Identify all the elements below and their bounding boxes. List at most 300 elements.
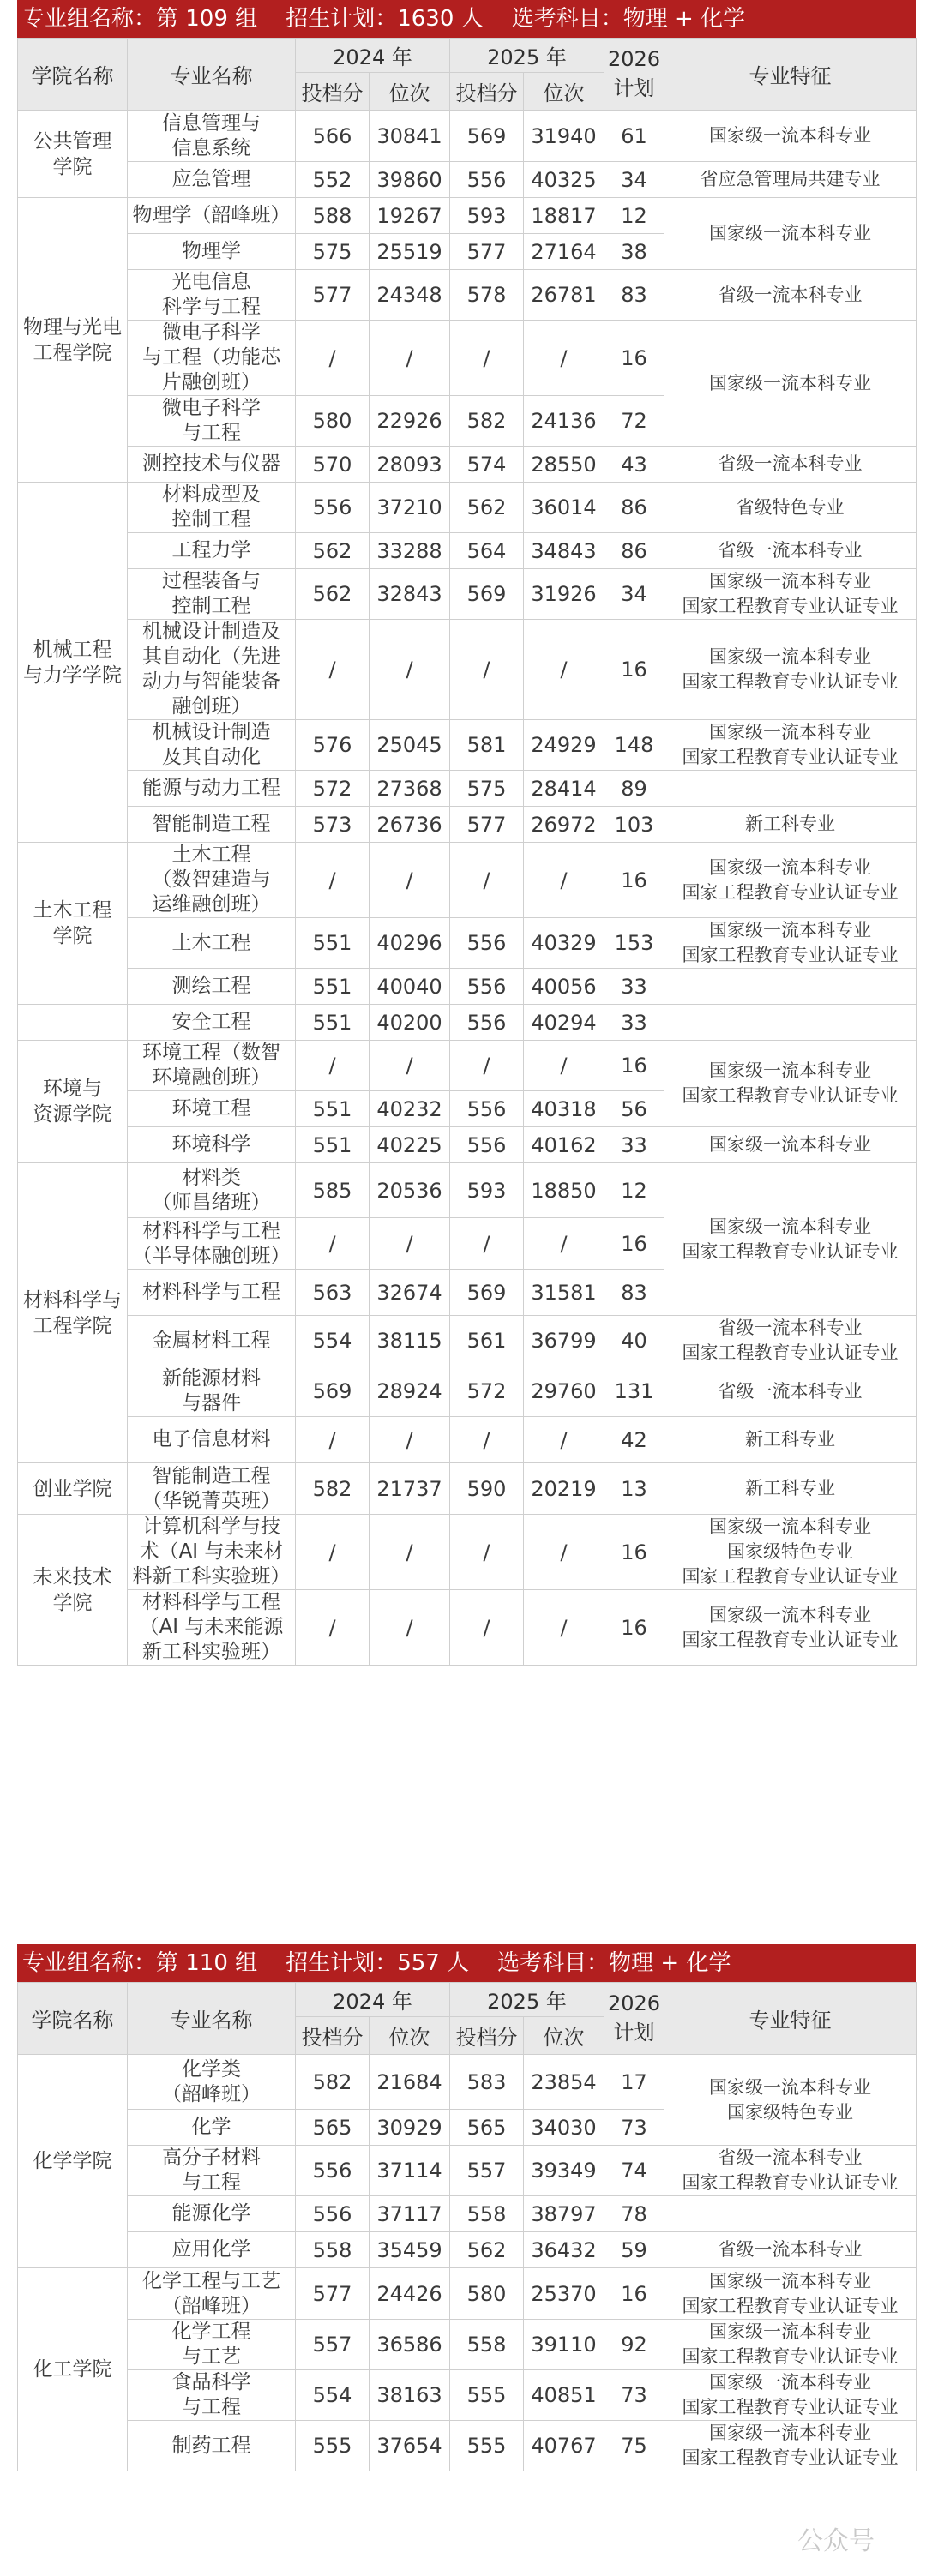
header-feature: 专业特征 [664, 39, 917, 111]
feature-cell: 国家级一流本科专业 国家级特色专业 [664, 2055, 917, 2146]
score-2025-cell: 569 [450, 111, 524, 162]
table-row [18, 162, 917, 198]
score-2024-cell: 555 [296, 2421, 370, 2471]
major-name-cell: 电子信息材料 [128, 1417, 296, 1463]
rank-2024-cell: 25045 [370, 720, 450, 771]
score-2025-cell: 583 [450, 2055, 524, 2110]
rank-2024-cell: 32843 [370, 569, 450, 620]
major-name-cell: 信息管理与 信息系统 [128, 111, 296, 162]
plan-2026-cell: 12 [604, 198, 664, 234]
score-2025-cell: 575 [450, 771, 524, 807]
feature-cell: 省级一流本科专业 国家工程教育专业认证专业 [664, 2146, 917, 2196]
rank-2024-cell: 37117 [370, 2196, 450, 2232]
rank-2025-cell: 31926 [524, 569, 604, 620]
table-row [18, 1005, 917, 1041]
rank-2024-cell: / [370, 1041, 450, 1091]
rank-2025-cell: 36014 [524, 483, 604, 533]
plan-2026-cell: 75 [604, 2421, 664, 2471]
header-plan-2026: 2026 计划 [604, 1983, 664, 2055]
score-2025-cell: 562 [450, 2232, 524, 2268]
plan-2026-cell: 16 [604, 843, 664, 918]
header-2025: 2025 年 [450, 1983, 604, 2017]
plan-2026-cell: 16 [604, 620, 664, 720]
rank-2025-cell: 27164 [524, 234, 604, 270]
score-2024-cell: 551 [296, 1127, 370, 1163]
header-major: 专业名称 [128, 1983, 296, 2055]
major-name-cell: 金属材料工程 [128, 1316, 296, 1366]
score-2025-cell: / [450, 1218, 524, 1270]
rank-2024-cell: 40200 [370, 1005, 450, 1041]
table-row [18, 447, 917, 483]
plan-2026-cell: 16 [604, 1590, 664, 1666]
major-name-cell: 制药工程 [128, 2421, 296, 2471]
college-name-cell [18, 1005, 128, 1041]
plan-2026-cell: 33 [604, 969, 664, 1005]
header-college: 学院名称 [18, 1983, 128, 2055]
header-rank-2025: 位次 [524, 2017, 604, 2055]
rank-2025-cell: 24136 [524, 396, 604, 447]
score-2024-cell: 573 [296, 807, 370, 843]
feature-cell: 省级一流本科专业 [664, 2232, 917, 2268]
plan-2026-cell: 40 [604, 1316, 664, 1366]
score-2025-cell: 556 [450, 1005, 524, 1041]
table-row [18, 2232, 917, 2268]
table-row [18, 198, 917, 234]
rank-2024-cell: 40296 [370, 918, 450, 969]
score-2024-cell: 580 [296, 396, 370, 447]
header-rank-2024: 位次 [370, 73, 450, 111]
admission-table [17, 38, 917, 1666]
major-name-cell: 机械设计制造及 其自动化（先进 动力与智能装备 融创班） [128, 620, 296, 720]
feature-cell: 省级特色专业 [664, 483, 917, 533]
plan-2026-cell: 16 [604, 321, 664, 396]
score-2024-cell: 569 [296, 1366, 370, 1417]
score-2025-cell: 577 [450, 234, 524, 270]
score-2025-cell: 555 [450, 2370, 524, 2421]
college-name-cell: 化学学院 [18, 2055, 128, 2268]
plan-2026-cell: 42 [604, 1417, 664, 1463]
major-name-cell: 能源与动力工程 [128, 771, 296, 807]
major-name-cell: 微电子科学 与工程（功能芯 片融创班） [128, 321, 296, 396]
rank-2024-cell: 21737 [370, 1463, 450, 1515]
score-2024-cell: 554 [296, 1316, 370, 1366]
plan-2026-cell: 33 [604, 1005, 664, 1041]
score-2025-cell: 574 [450, 447, 524, 483]
score-2024-cell: / [296, 321, 370, 396]
rank-2025-cell: 25370 [524, 2268, 604, 2320]
score-2025-cell: 556 [450, 162, 524, 198]
rank-2024-cell: 22926 [370, 396, 450, 447]
rank-2025-cell: 26972 [524, 807, 604, 843]
score-2025-cell: 558 [450, 2196, 524, 2232]
feature-cell: 国家级一流本科专业 国家工程教育专业认证专业 [664, 1163, 917, 1316]
rank-2024-cell: 33288 [370, 533, 450, 569]
plan-2026-cell: 17 [604, 2055, 664, 2110]
rank-2025-cell: 40851 [524, 2370, 604, 2421]
header-plan-2026: 2026 计划 [604, 39, 664, 111]
rank-2024-cell: 35459 [370, 2232, 450, 2268]
score-2025-cell: / [450, 843, 524, 918]
plan-2026-cell: 38 [604, 234, 664, 270]
table-row [18, 807, 917, 843]
feature-cell: 国家级一流本科专业 国家工程教育专业认证专业 [664, 1041, 917, 1127]
rank-2024-cell: 24426 [370, 2268, 450, 2320]
score-2025-cell: 577 [450, 807, 524, 843]
plan-2026-cell: 153 [604, 918, 664, 969]
feature-cell: 省级一流本科专业 [664, 447, 917, 483]
rank-2024-cell: / [370, 1515, 450, 1590]
college-name-cell: 化工学院 [18, 2268, 128, 2471]
feature-cell: 国家级一流本科专业 国家工程教育专业认证专业 [664, 918, 917, 969]
major-name-cell: 测控技术与仪器 [128, 447, 296, 483]
score-2024-cell: 556 [296, 2146, 370, 2196]
rank-2025-cell: 40318 [524, 1091, 604, 1127]
rank-2024-cell: 37210 [370, 483, 450, 533]
plan-2026-cell: 16 [604, 2268, 664, 2320]
major-name-cell: 新能源材料 与器件 [128, 1366, 296, 1417]
rank-2025-cell: 38797 [524, 2196, 604, 2232]
rank-2025-cell: / [524, 1041, 604, 1091]
score-2025-cell: 593 [450, 198, 524, 234]
score-2025-cell: / [450, 321, 524, 396]
feature-cell: 国家级一流本科专业 国家工程教育专业认证专业 [664, 2268, 917, 2320]
plan-2026-cell: 61 [604, 111, 664, 162]
plan-2026-cell: 83 [604, 1270, 664, 1316]
rank-2024-cell: 25519 [370, 234, 450, 270]
score-2024-cell: 585 [296, 1163, 370, 1218]
feature-cell: 国家级一流本科专业 国家工程教育专业认证专业 [664, 843, 917, 918]
score-2025-cell: 572 [450, 1366, 524, 1417]
rank-2024-cell: 32674 [370, 1270, 450, 1316]
table-row [18, 1316, 917, 1366]
header-feature: 专业特征 [664, 1983, 917, 2055]
rank-2024-cell: / [370, 1590, 450, 1666]
major-name-cell: 过程装备与 控制工程 [128, 569, 296, 620]
score-2025-cell: 565 [450, 2110, 524, 2146]
table-row [18, 1515, 917, 1590]
score-2024-cell: 551 [296, 1005, 370, 1041]
rank-2025-cell: / [524, 321, 604, 396]
feature-cell: 省级一流本科专业 国家工程教育专业认证专业 [664, 1316, 917, 1366]
rank-2024-cell: 26736 [370, 807, 450, 843]
table-row [18, 2421, 917, 2471]
score-2025-cell: 569 [450, 569, 524, 620]
rank-2025-cell: 31581 [524, 1270, 604, 1316]
plan-2026-cell: 16 [604, 1218, 664, 1270]
score-2025-cell: 556 [450, 969, 524, 1005]
header-major: 专业名称 [128, 39, 296, 111]
rank-2025-cell: 28414 [524, 771, 604, 807]
major-name-cell: 化学 [128, 2110, 296, 2146]
score-2024-cell: 558 [296, 2232, 370, 2268]
rank-2025-cell: / [524, 843, 604, 918]
feature-cell [664, 969, 917, 1005]
table-row [18, 1366, 917, 1417]
score-2024-cell: 582 [296, 1463, 370, 1515]
major-name-cell: 环境工程（数智 环境融创班） [128, 1041, 296, 1091]
plan-2026-cell: 92 [604, 2320, 664, 2370]
rank-2025-cell: 28550 [524, 447, 604, 483]
rank-2024-cell: 28924 [370, 1366, 450, 1417]
plan-2026-cell: 103 [604, 807, 664, 843]
rank-2024-cell: 27368 [370, 771, 450, 807]
rank-2025-cell: / [524, 1417, 604, 1463]
table-row [18, 2196, 917, 2232]
table-row [18, 969, 917, 1005]
rank-2025-cell: / [524, 1590, 604, 1666]
rank-2024-cell: / [370, 1218, 450, 1270]
feature-cell: 国家级一流本科专业 国家工程教育专业认证专业 [664, 569, 917, 620]
header-2024: 2024 年 [296, 39, 450, 73]
rank-2024-cell: 30929 [370, 2110, 450, 2146]
watermark: 公众号 [797, 2526, 875, 2556]
score-2025-cell: 580 [450, 2268, 524, 2320]
rank-2025-cell: / [524, 1218, 604, 1270]
feature-cell: 新工科专业 [664, 1463, 917, 1515]
table-row [18, 321, 917, 396]
score-2024-cell: 551 [296, 969, 370, 1005]
rank-2024-cell: / [370, 1417, 450, 1463]
plan-2026-cell: 72 [604, 396, 664, 447]
score-2025-cell: 562 [450, 483, 524, 533]
header-2025: 2025 年 [450, 39, 604, 73]
score-2024-cell: 551 [296, 918, 370, 969]
header-score-2025: 投档分 [450, 73, 524, 111]
rank-2025-cell: 40294 [524, 1005, 604, 1041]
score-2025-cell: 578 [450, 270, 524, 321]
score-2024-cell: 557 [296, 2320, 370, 2370]
plan-2026-cell: 78 [604, 2196, 664, 2232]
plan-2026-cell: 89 [604, 771, 664, 807]
rank-2024-cell: 39860 [370, 162, 450, 198]
feature-cell [664, 2196, 917, 2232]
feature-cell: 国家级一流本科专业 [664, 1127, 917, 1163]
feature-cell: 国家级一流本科专业 [664, 321, 917, 447]
table-row [18, 1463, 917, 1515]
major-name-cell: 微电子科学 与工程 [128, 396, 296, 447]
major-name-cell: 计算机科学与技 术（AI 与未来材 料新工科实验班） [128, 1515, 296, 1590]
college-name-cell: 土木工程 学院 [18, 843, 128, 1005]
major-name-cell: 材料成型及 控制工程 [128, 483, 296, 533]
table-row [18, 1127, 917, 1163]
score-2024-cell: / [296, 1041, 370, 1091]
feature-cell: 国家级一流本科专业 [664, 111, 917, 162]
rank-2025-cell: 24929 [524, 720, 604, 771]
table-row [18, 1041, 917, 1091]
rank-2025-cell: 18850 [524, 1163, 604, 1218]
rank-2024-cell: 20536 [370, 1163, 450, 1218]
rank-2025-cell: / [524, 620, 604, 720]
score-2024-cell: 562 [296, 569, 370, 620]
feature-cell: 国家级一流本科专业 国家工程教育专业认证专业 [664, 2421, 917, 2471]
feature-cell: 省应急管理局共建专业 [664, 162, 917, 198]
group-110-section [17, 1944, 916, 2471]
table-row [18, 2055, 917, 2110]
score-2024-cell: 566 [296, 111, 370, 162]
group-banner: 专业组名称：第 109 组 招生计划：1630 人 选考科目：物理 + 化学 [17, 0, 916, 38]
score-2025-cell: / [450, 1041, 524, 1091]
table-row [18, 620, 917, 720]
score-2025-cell: 556 [450, 918, 524, 969]
header-score-2024: 投档分 [296, 2017, 370, 2055]
table-row [18, 1590, 917, 1666]
table-row [18, 2320, 917, 2370]
score-2025-cell: / [450, 1515, 524, 1590]
rank-2025-cell: 34030 [524, 2110, 604, 2146]
score-2025-cell: 555 [450, 2421, 524, 2471]
rank-2024-cell: 40232 [370, 1091, 450, 1127]
rank-2025-cell: 29760 [524, 1366, 604, 1417]
header-rank-2025: 位次 [524, 73, 604, 111]
college-name-cell: 公共管理 学院 [18, 111, 128, 198]
score-2024-cell: 556 [296, 2196, 370, 2232]
score-2024-cell: 577 [296, 270, 370, 321]
plan-2026-cell: 86 [604, 533, 664, 569]
rank-2025-cell: 39110 [524, 2320, 604, 2370]
rank-2024-cell: / [370, 321, 450, 396]
rank-2025-cell: 40329 [524, 918, 604, 969]
college-name-cell: 物理与光电 工程学院 [18, 198, 128, 483]
plan-2026-cell: 16 [604, 1041, 664, 1091]
table-row [18, 2146, 917, 2196]
plan-2026-cell: 74 [604, 2146, 664, 2196]
major-name-cell: 工程力学 [128, 533, 296, 569]
major-name-cell: 化学工程与工艺 （韶峰班） [128, 2268, 296, 2320]
rank-2024-cell: 38115 [370, 1316, 450, 1366]
major-name-cell: 材料类 （师昌绪班） [128, 1163, 296, 1218]
rank-2025-cell: 26781 [524, 270, 604, 321]
major-name-cell: 物理学 [128, 234, 296, 270]
major-name-cell: 光电信息 科学与工程 [128, 270, 296, 321]
score-2024-cell: / [296, 1515, 370, 1590]
feature-cell: 国家级一流本科专业 国家工程教育专业认证专业 [664, 2320, 917, 2370]
score-2025-cell: / [450, 620, 524, 720]
score-2025-cell: 557 [450, 2146, 524, 2196]
feature-cell: 国家级一流本科专业 国家工程教育专业认证专业 [664, 1590, 917, 1666]
major-name-cell: 高分子材料 与工程 [128, 2146, 296, 2196]
feature-cell: 省级一流本科专业 [664, 533, 917, 569]
table-row [18, 2370, 917, 2421]
rank-2024-cell: 19267 [370, 198, 450, 234]
plan-2026-cell: 83 [604, 270, 664, 321]
table-row [18, 111, 917, 162]
feature-cell: 国家级一流本科专业 国家工程教育专业认证专业 [664, 720, 917, 771]
rank-2025-cell: 39349 [524, 2146, 604, 2196]
major-name-cell: 智能制造工程 （华锐菁英班） [128, 1463, 296, 1515]
header-college: 学院名称 [18, 39, 128, 111]
plan-2026-cell: 148 [604, 720, 664, 771]
feature-cell: 国家级一流本科专业 国家工程教育专业认证专业 [664, 2370, 917, 2421]
score-2024-cell: 562 [296, 533, 370, 569]
header-2024: 2024 年 [296, 1983, 450, 2017]
rank-2025-cell: 31940 [524, 111, 604, 162]
major-name-cell: 化学类 （韶峰班） [128, 2055, 296, 2110]
plan-2026-cell: 43 [604, 447, 664, 483]
rank-2025-cell: 40767 [524, 2421, 604, 2471]
plan-2026-cell: 16 [604, 1515, 664, 1590]
score-2025-cell: 582 [450, 396, 524, 447]
plan-2026-cell: 34 [604, 162, 664, 198]
college-name-cell: 创业学院 [18, 1463, 128, 1515]
table-row [18, 918, 917, 969]
score-2024-cell: 554 [296, 2370, 370, 2421]
rank-2025-cell: 40162 [524, 1127, 604, 1163]
major-name-cell: 材料科学与工程 （半导体融创班） [128, 1218, 296, 1270]
feature-cell: 省级一流本科专业 [664, 1366, 917, 1417]
plan-2026-cell: 73 [604, 2110, 664, 2146]
rank-2024-cell: 40040 [370, 969, 450, 1005]
feature-cell [664, 771, 917, 807]
score-2024-cell: 575 [296, 234, 370, 270]
score-2025-cell: 558 [450, 2320, 524, 2370]
score-2024-cell: / [296, 843, 370, 918]
rank-2024-cell: 37114 [370, 2146, 450, 2196]
score-2024-cell: 551 [296, 1091, 370, 1127]
score-2024-cell: 576 [296, 720, 370, 771]
rank-2024-cell: / [370, 620, 450, 720]
table-row [18, 720, 917, 771]
score-2024-cell: 563 [296, 1270, 370, 1316]
plan-2026-cell: 131 [604, 1366, 664, 1417]
score-2024-cell: / [296, 1218, 370, 1270]
major-name-cell: 环境工程 [128, 1091, 296, 1127]
table-row [18, 1417, 917, 1463]
rank-2024-cell: / [370, 843, 450, 918]
table-row [18, 533, 917, 569]
major-name-cell: 应急管理 [128, 162, 296, 198]
score-2024-cell: 577 [296, 2268, 370, 2320]
table-row [18, 2268, 917, 2320]
group-banner: 专业组名称：第 110 组 招生计划：557 人 选考科目：物理 + 化学 [17, 1944, 916, 1982]
rank-2024-cell: 37654 [370, 2421, 450, 2471]
plan-2026-cell: 34 [604, 569, 664, 620]
score-2025-cell: 569 [450, 1270, 524, 1316]
score-2024-cell: 570 [296, 447, 370, 483]
college-name-cell: 环境与 资源学院 [18, 1041, 128, 1163]
score-2024-cell: 582 [296, 2055, 370, 2110]
major-name-cell: 物理学（韶峰班） [128, 198, 296, 234]
major-name-cell: 安全工程 [128, 1005, 296, 1041]
rank-2024-cell: 28093 [370, 447, 450, 483]
feature-cell: 省级一流本科专业 [664, 270, 917, 321]
major-name-cell: 土木工程 （数智建造与 运维融创班） [128, 843, 296, 918]
score-2024-cell: 572 [296, 771, 370, 807]
header-score-2024: 投档分 [296, 73, 370, 111]
rank-2025-cell: 23854 [524, 2055, 604, 2110]
rank-2025-cell: 18817 [524, 198, 604, 234]
score-2025-cell: / [450, 1417, 524, 1463]
major-name-cell: 能源化学 [128, 2196, 296, 2232]
major-name-cell: 测绘工程 [128, 969, 296, 1005]
major-name-cell: 应用化学 [128, 2232, 296, 2268]
feature-cell: 国家级一流本科专业 [664, 198, 917, 270]
major-name-cell: 环境科学 [128, 1127, 296, 1163]
feature-cell [664, 1005, 917, 1041]
score-2024-cell: 552 [296, 162, 370, 198]
table-row [18, 569, 917, 620]
rank-2025-cell: 34843 [524, 533, 604, 569]
rank-2025-cell: 20219 [524, 1463, 604, 1515]
score-2024-cell: 565 [296, 2110, 370, 2146]
rank-2025-cell: 36799 [524, 1316, 604, 1366]
score-2025-cell: 593 [450, 1163, 524, 1218]
plan-2026-cell: 12 [604, 1163, 664, 1218]
rank-2025-cell: 40056 [524, 969, 604, 1005]
header-rank-2024: 位次 [370, 2017, 450, 2055]
major-name-cell: 食品科学 与工程 [128, 2370, 296, 2421]
table-row [18, 843, 917, 918]
plan-2026-cell: 56 [604, 1091, 664, 1127]
